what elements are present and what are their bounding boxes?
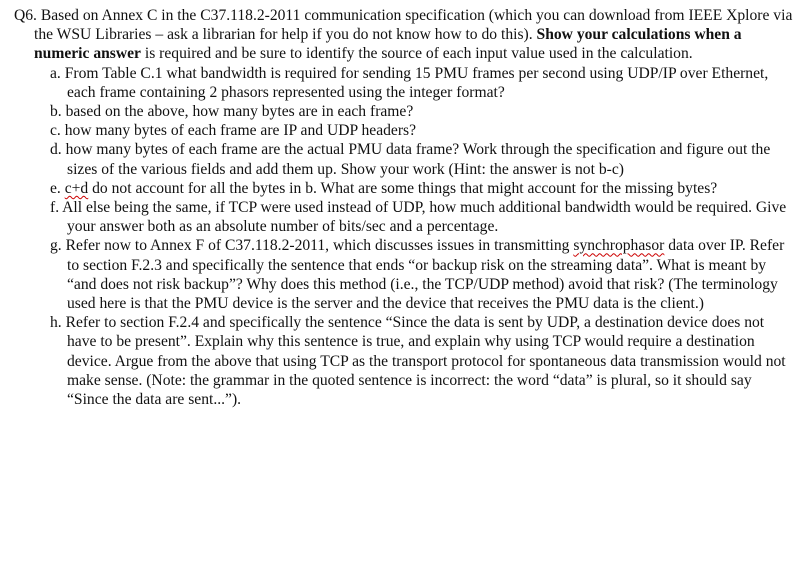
subquestion-g-text-start: g. Refer now to Annex F of C37.118.2-2011, which discusses issues in transmitting bbox=[50, 237, 574, 255]
subquestion-e bbox=[50, 179, 796, 198]
subquestion-d bbox=[50, 140, 796, 178]
subquestion-h bbox=[50, 313, 796, 409]
subquestion-g bbox=[50, 236, 796, 313]
document-body bbox=[14, 6, 796, 409]
subquestion-f bbox=[50, 198, 796, 236]
subquestion-d-text: d. how many bytes of each frame are the actual PMU data frame? Work through the specification and figure out the sizes of the various fields and add them up. Show your work (Hint: the answer is not b-c) bbox=[50, 141, 771, 178]
question-intro: Q6. Based on Annex C in the C37.118.2-2011 communication specification (which you can download from IEEE Xplore via the WSU Libraries – ask a librarian for help if you do not know how to do this). bbox=[14, 7, 793, 44]
question-instructions: is required and be sure to identify the source of each input value used in the calculation. bbox=[140, 45, 693, 63]
subquestion-a bbox=[50, 64, 796, 102]
subquestion-g-text-end: data over IP. Refer to section F.2.3 and specifically the sentence that ends “or backup risk on the streaming data”. What is meant by “and does not risk backup”? Why does this method (i.e., the TCP/UDP method) avoid that risk? (The terminology used here is that the PMU device is the server and the device that receives the PMU data is the client.) bbox=[67, 237, 785, 313]
subquestion-a-text: a. From Table C.1 what bandwidth is required for sending 15 PMU frames per second using UDP/IP over Ethernet, each frame containing 2 phasors represented using the integer format? bbox=[50, 64, 769, 101]
subquestion-f-text: f. All else being the same, if TCP were used instead of UDP, how much additional bandwidth would be required. Give your answer both as an absolute number of bits/sec and a percentage. bbox=[50, 199, 787, 236]
subquestion-h-text: h. Refer to section F.2.4 and specifically the sentence “Since the data is sent by UDP, a destination device does not have to be present”. Explain why this sentence is true, and explain why using TCP would require a destination device. Argue from the above that using TCP as the transport protocol for spontaneous data transmission would not make sense. (Note: the grammar in the quoted sentence is incorrect: the word “data” is plural, so it should say “Since the data are sent...”). bbox=[50, 314, 786, 409]
subquestion-c bbox=[50, 121, 796, 140]
subquestion-b bbox=[50, 102, 796, 121]
subquestion-e-label: e. bbox=[50, 179, 65, 197]
subquestion-e-text: do not account for all the bytes in b. What are some things that might account for the missing bytes? bbox=[88, 179, 718, 197]
spellcheck-flagged-word[interactable]: synchrophasor bbox=[573, 237, 665, 255]
subquestion-c-text: c. how many bytes of each frame are IP and UDP headers? bbox=[50, 122, 417, 140]
spellcheck-flagged-word[interactable]: c+d bbox=[64, 179, 89, 197]
question-q6 bbox=[14, 6, 796, 64]
question-emphasis: Show your calculations when a numeric answer bbox=[34, 26, 742, 63]
subquestion-list bbox=[14, 64, 796, 410]
subquestion-b-text: b. based on the above, how many bytes are in each frame? bbox=[50, 103, 414, 121]
